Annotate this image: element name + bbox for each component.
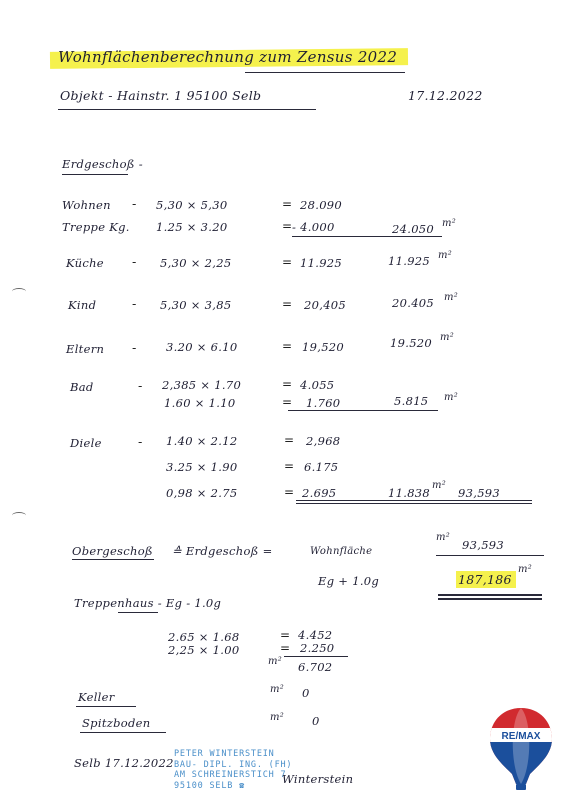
row-equals: = — [280, 628, 291, 642]
unit-label: m² — [270, 712, 285, 723]
room-name: Diele — [70, 436, 102, 450]
sum-line — [292, 236, 442, 237]
room-dimensions: 2,385 × 1.70 — [162, 378, 242, 392]
row-equals: = — [284, 485, 295, 499]
wohnflaeche-label: Wohnfläche — [310, 546, 373, 557]
room-dimensions: 5,30 × 3,85 — [160, 298, 232, 312]
spitzboden-underline — [80, 732, 166, 733]
row-dash: - — [132, 197, 137, 211]
room-area: 1.760 — [306, 396, 341, 410]
room-name: Treppe Kg. — [62, 220, 130, 234]
row-equals: = — [284, 433, 295, 447]
row-dash: - — [138, 435, 143, 449]
title-underline — [245, 72, 405, 73]
treppenhaus-underline — [118, 612, 158, 613]
room-total: 11.838 — [388, 486, 431, 500]
remax-logo-text: RE/MAX — [501, 731, 541, 742]
stamp-line: PETER WINTERSTEIN — [174, 749, 275, 759]
room-area: 6.175 — [304, 460, 339, 474]
spitzboden-value: 0 — [312, 714, 320, 728]
stair-dimensions: 2,25 × 1.00 — [168, 643, 240, 657]
room-dimensions: 1.40 × 2.12 — [166, 434, 238, 448]
room-dimensions: 3.25 × 1.90 — [166, 460, 238, 474]
margin-mark — [12, 288, 26, 295]
stamp-line: AM SCHREINERSTICH 7 — [174, 770, 287, 780]
row-equals: = — [282, 297, 293, 311]
stair-dimensions: 2.65 × 1.68 — [168, 630, 240, 644]
object-line: Objekt - Hainstr. 1 95100 Selb — [60, 88, 262, 103]
row-equals: = — [282, 255, 293, 269]
unit-label: m² — [440, 332, 455, 343]
signature: Winterstein — [282, 772, 354, 786]
total-underline — [438, 594, 542, 596]
unit-label: m² — [442, 218, 457, 229]
room-name: Küche — [66, 256, 104, 270]
room-total: 20.405 — [392, 296, 435, 310]
keller-underline — [76, 706, 136, 707]
unit-label: m² — [268, 656, 283, 667]
stair-sum-line — [284, 656, 348, 657]
unit-label: m² — [438, 250, 453, 261]
room-name: Eltern — [66, 342, 105, 356]
treppenhaus-label: Treppenhaus - Eg - 1.0g — [74, 596, 222, 610]
section-heading-erdgeschoss: Erdgeschoß - — [62, 157, 143, 171]
sum-line — [288, 410, 438, 411]
stair-total: 6.702 — [298, 660, 333, 674]
stamp-line: BAU- DIPL. ING. (FH) — [174, 759, 293, 770]
row-equals: = — [282, 377, 293, 391]
keller-label: Keller — [78, 690, 115, 704]
page-title: Wohnflächenberechnung zum Zensus 2022 — [58, 48, 398, 66]
unit-label: m² — [444, 392, 459, 403]
keller-value: 0 — [302, 686, 310, 700]
row-equals: = — [280, 641, 291, 655]
room-area: 28.090 — [300, 198, 343, 212]
eg-og-label: Eg + 1.0g — [318, 574, 380, 588]
footer-place-date: Selb 17.12.2022 — [74, 756, 174, 770]
unit-label: m² — [444, 292, 459, 303]
row-equals: = — [282, 395, 293, 409]
room-area: 2.695 — [302, 486, 337, 500]
row-dash: - — [132, 255, 137, 269]
total-living-area: 187,186 — [458, 572, 512, 587]
total-underline-double — [438, 598, 542, 600]
row-dash: - — [132, 341, 137, 355]
architect-stamp — [174, 749, 292, 791]
stair-area: 4.452 — [298, 628, 333, 642]
room-area: 19,520 — [302, 340, 345, 354]
wohnflaeche-value: 93,593 — [462, 538, 505, 552]
stamp-line: 95100 SELB ☎ — [174, 780, 246, 791]
room-dimensions: 0,98 × 2.75 — [166, 486, 238, 500]
room-name: Bad — [70, 380, 94, 394]
room-dimensions: 5,30 × 2,25 — [160, 256, 232, 270]
room-dimensions: 5,30 × 5,30 — [156, 198, 228, 212]
room-total: 19.520 — [390, 336, 433, 350]
room-area: - 4.000 — [292, 220, 335, 234]
room-area: 11.925 — [300, 256, 343, 270]
sum-line — [296, 500, 532, 501]
room-dimensions: 1.25 × 3.20 — [156, 220, 228, 234]
room-name: Kind — [68, 298, 97, 312]
room-total: 24.050 — [392, 222, 435, 236]
og-sum-line — [436, 555, 544, 556]
heading-underline — [62, 174, 128, 175]
row-equals: = — [282, 197, 293, 211]
erdgeschoss-total: 93,593 — [458, 486, 501, 500]
document-date: 17.12.2022 — [408, 88, 483, 103]
margin-mark — [12, 512, 26, 519]
row-equals: = — [282, 219, 293, 233]
room-name: Wohnen — [62, 198, 111, 212]
row-equals: = — [282, 339, 293, 353]
room-total: 5.815 — [394, 394, 429, 408]
room-area: 2,968 — [306, 434, 341, 448]
row-equals: = — [284, 459, 295, 473]
object-underline — [58, 109, 316, 110]
obergeschoss-label: Obergeschoß — [72, 544, 153, 558]
room-area: 20,405 — [304, 298, 347, 312]
unit-label: m² — [518, 564, 533, 575]
unit-label: m² — [432, 480, 447, 491]
room-dimensions: 1.60 × 1.10 — [164, 396, 236, 410]
unit-label: m² — [436, 532, 451, 543]
obergeschoss-equivalence: ≙ Erdgeschoß = — [172, 544, 273, 558]
row-dash: - — [132, 297, 137, 311]
og-underline — [72, 559, 154, 560]
unit-label: m² — [270, 684, 285, 695]
sum-line-double — [296, 503, 532, 504]
remax-balloon-logo — [488, 706, 554, 792]
room-total: 11.925 — [388, 254, 431, 268]
spitzboden-label: Spitzboden — [82, 716, 151, 730]
stair-area: 2.250 — [300, 641, 335, 655]
row-dash: - — [138, 379, 143, 393]
room-area: 4.055 — [300, 378, 335, 392]
room-dimensions: 3.20 × 6.10 — [166, 340, 238, 354]
